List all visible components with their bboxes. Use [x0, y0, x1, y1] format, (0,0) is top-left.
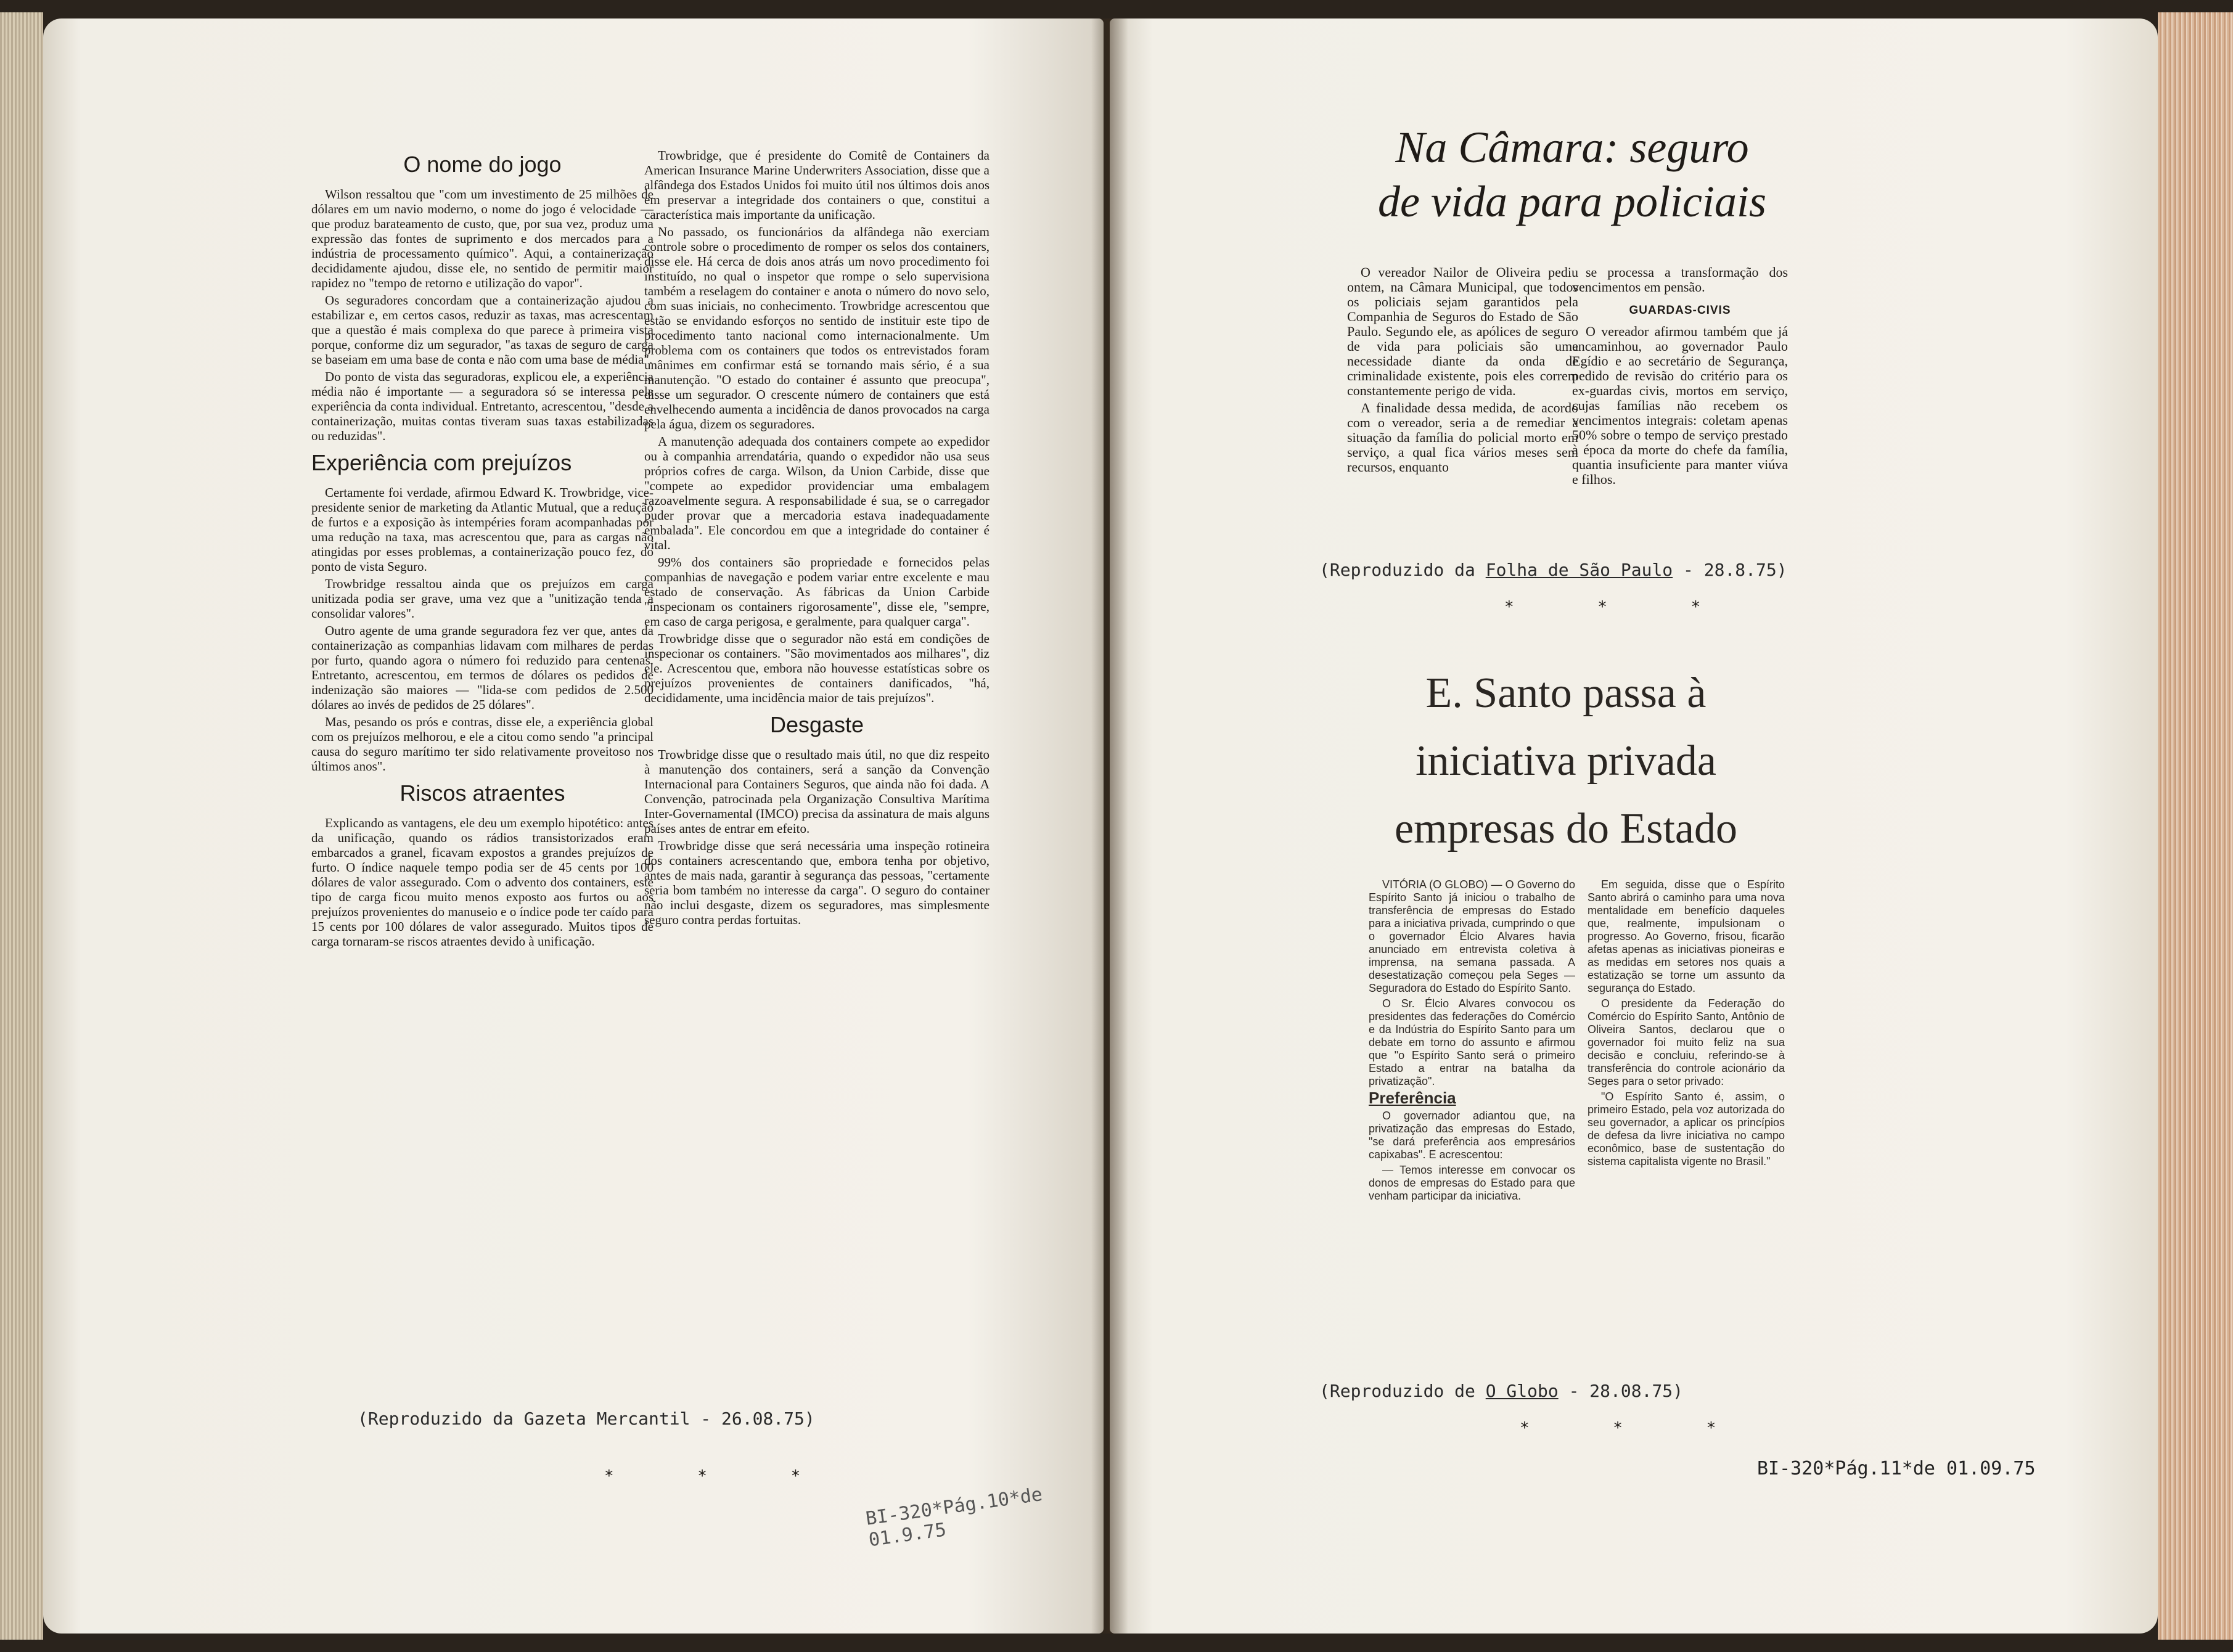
- paragraph: No passado, os funcionários da alfândega não exerciam controle sobre o procedimento de romper os selos dos containers, disse ele. Há cerca de dois anos atrás um novo procedimento foi instituído, no qual o inspetor que rompe o selo supervisiona também a reselagem do container e anota o número do novo selo, com suas iniciais, no conhecimento. Trowbridge acrescentou que estão se envidando esforços no sentido de instituir este tipo de procedimento tanto nacional como internacionalmente. Um problema com os containers que todos os entrevistados foram unânimes em confirmar está se tornando mais sério, é a sua manutenção. "O estado do container é assunto que preocupa", disse um segurador. O crescente número de containers que está envelhecendo aumenta a incidência de danos provocados na carga pela água, dizem os seguradores.: [644, 224, 989, 431]
- headline-line: de vida para policiais: [1378, 177, 1766, 226]
- paragraph: "O Espírito Santo é, assim, o primeiro Estado, pela voz autorizada do seu governador, a aplicar os princípios de defesa da livre iniciativa no campo econômico, base de sustentação do sistema capitalista vigente no Brasil.": [1588, 1090, 1785, 1167]
- left-page-edges: [0, 12, 43, 1640]
- paragraph: Outro agente de uma grande seguradora fez ver que, antes da containerização as companhias lidavam com milhares de perdas por furto, quando agora o número foi reduzido para centenas. Entretanto, acrescentou, em termos de dólares os pedidos de indenização são maiores — "lida-se com pedidos de 2.500 dólares ao invés de pedidos de 25 dólares".: [311, 623, 654, 712]
- book-gutter: [1091, 18, 1128, 1634]
- headline-line: iniciativa privada: [1416, 737, 1716, 785]
- credit-suffix: - 28.8.75): [1673, 560, 1787, 580]
- paragraph: Wilson ressaltou que "com um investimento de 25 milhões de dólares em um navio moderno, o nome do jogo é velocidade — que produz barateamento de custo, que, por sua vez, produz uma expressão das fontes de suprimento e dos mercados para a indústria de processamento químico". Aqui, a containerização decididamente ajudou, disse ele, no sentido de permitir maior rapidez no "tempo de retorno e utilização do vapor".: [311, 187, 654, 290]
- headline-na-camara: [1319, 120, 1825, 229]
- source-credit-globo: [1319, 1381, 1683, 1401]
- subheading-preferencia: Preferência: [1369, 1089, 1456, 1107]
- paragraph: O presidente da Federação do Comércio do Espírito Santo, Antônio de Oliveira Santos, declarou que o governador foi muito feliz na sua decisão e concluiu, referindo-se à transferência do controle acionário da Seges para o setor privado:: [1588, 997, 1785, 1087]
- heading-desgaste: Desgaste: [769, 712, 864, 737]
- credit-suffix: - 28.08.75): [1558, 1381, 1684, 1401]
- headline-line: E. Santo passa à: [1425, 669, 1707, 717]
- paragraph: se processa a transformação dos vencimentos em pensão.: [1572, 264, 1788, 295]
- paragraph: O Sr. Élcio Alvares convocou os presidentes das federações do Comércio e da Indústria do Espírito Santo para um debate em torno do assunto e afirmou que "o Espírito Santo será o primeiro Estado a entrar na batalha da privatização".: [1369, 997, 1575, 1087]
- right-art2-column-2: [1588, 878, 1785, 1171]
- paragraph: 99% dos containers são propriedade e fornecidos pelas companhias de navegação e podem variar entre excelente e mau estado de conservação. As fábricas da Union Carbide "inspecionam os containers rigorosamente", disse ele, "sempre, em caso de carga perigosa, e geralmente, para qualquer carga".: [644, 555, 989, 629]
- paragraph: O governador adiantou que, na privatização das empresas do Estado, "se dará preferência aos empresários capixabas". E acrescentou:: [1369, 1110, 1575, 1161]
- paragraph: Em seguida, disse que o Espírito Santo abrirá o caminho para uma nova mentalidade em benefício daqueles que, realmente, impulsionam o progresso. Ao Governo, frisou, ficarão afetas apenas as iniciativas pioneiras e as medidas em setores nos quais a estatização se torne um assunto da segurança do Estado.: [1588, 878, 1785, 994]
- paragraph: O vereador Nailor de Oliveira pediu ontem, na Câmara Municipal, que todos os policiais sejam garantidos pela Companhia de Seguros do Estado de São Paulo. Segundo ele, as apólices de seguro de vida para policiais são uma necessidade diante da onda de criminalidade existente, pois eles correm constantemente perigo de vida.: [1347, 264, 1578, 398]
- subheading-guardas-civis: GUARDAS-CIVIS: [1629, 304, 1731, 317]
- separator-stars: * * *: [1504, 598, 1738, 616]
- right-art1-column-2: [1572, 265, 1788, 489]
- paragraph: Trowbridge disse que será necessária uma inspeção rotineira dos containers acrescentando que, embora tenha por objetivo, antes de mais nada, garantir à segurança das pessoas, "certamente seria bom também no interesse da carga". O seguro do container não inclui desgaste, dizem os seguradores, mas simplesmente seguro contra perdas fortuitas.: [644, 838, 989, 927]
- headline-e-santo: [1332, 660, 1800, 863]
- separator-stars: * * *: [1520, 1419, 1753, 1437]
- left-page: [43, 18, 1104, 1634]
- paragraph: Trowbridge disse que o resultado mais útil, no que diz respeito à manutenção dos containers, será a sanção da Convenção Internacional para Containers Seguros, que ainda não foi dada. A Convenção, patrocinada pela Organização Consultiva Marítima Inter-Governamental (IMCO) precisa da assinatura de mais alguns países antes de entrar em efeito.: [644, 747, 989, 836]
- headline-line: empresas do Estado: [1395, 805, 1737, 853]
- source-credit-folha: [1319, 560, 1787, 580]
- paragraph: Explicando as vantagens, ele deu um exemplo hipotético: antes da unificação, quando os rádios transistorizados eram embarcados a granel, ficavam expostos a grandes prejuízos de furto. O índice naquele tempo podia ser de 45 cents por 100 dólares de valor assegurado. Com o advento dos containers, este tipo de carga ficou muito menos exposto aos furtos ou aos prejuízos provenientes do manuseio e o índice pode ter caído para 15 cents por 100 dólares de valor assegurado. Muitos tipos de carga tornaram-se riscos atraentes devido à unificação.: [311, 816, 654, 949]
- paragraph: Trowbridge disse que o segurador não está em condições de inspecionar os containers. "São movimentados aos milhares", diz ele. Acrescentou que, embora não houvesse estatísticas sobre os prejuízos provenientes de containers danificados, "há, decididamente, uma incidência maior de tais prejuízos".: [644, 631, 989, 705]
- left-column-2: [644, 148, 989, 930]
- credit-prefix: (Reproduzido de: [1319, 1381, 1486, 1401]
- right-art2-column-1: [1369, 878, 1575, 1205]
- credit-source: O Globo: [1485, 1381, 1559, 1401]
- page-number-10: BI-320*Pág.10*de 01.9.75: [864, 1483, 1044, 1552]
- separator-stars: * * *: [604, 1467, 838, 1486]
- paragraph: Certamente foi verdade, afirmou Edward K. Trowbridge, vice-presidente senior de marketing da Atlantic Mutual, que a redução de furtos e a exposição às intempéries foram acompanhadas por uma redução na taxa, mas acrescentou que, para as cargas não atingidas por esses problemas, a containerização pouco fez, do ponto de vista Seguro.: [311, 485, 654, 574]
- paragraph: Trowbridge ressaltou ainda que os prejuízos em carga unitizada podia ser grave, uma vez que a "unitização tenda a consolidar valores".: [311, 576, 654, 621]
- paragraph: Os seguradores concordam que a containerização ajudou a estabilizar e, em certos casos, reduzir as taxas, mas acrescentam que a questão é mais complexa do que parece à primeira vista porque, conforme diz um segurador, "as taxas de seguro de carga se baseiam em uma base de conta e não com uma base de média".: [311, 293, 654, 367]
- paragraph: A manutenção adequada dos containers compete ao expedidor ou à companhia arrendatária, quando o expedidor não usa seus próprios cofres de carga. Wilson, da Union Carbide, disse que "compete ao expedidor providenciar uma embalagem razoavelmente segura. A responsabilidade é sua, se o carregador puder provar que a mercadoria estava inadequadamente embalada". Ele concordou em que a integridade do container é vital.: [644, 434, 989, 552]
- right-page-edges: [2158, 12, 2233, 1640]
- heading-experiencia-com-prejuizos: Experiência com prejuízos: [311, 450, 572, 475]
- page-number-11: BI-320*Pág.11*de 01.09.75: [1757, 1458, 2036, 1479]
- headline-line: Na Câmara: seguro: [1395, 123, 1749, 172]
- source-credit-gazeta: (Reproduzido da Gazeta Mercantil - 26.08.75): [358, 1409, 815, 1429]
- left-column-1: [311, 145, 654, 951]
- credit-source: Folha de São Paulo: [1485, 560, 1673, 580]
- paragraph: A finalidade dessa medida, de acordo com o vereador, seria a de remediar a situação da família do policial morto em serviço, a qual fica vários meses sem recursos, enquanto: [1347, 400, 1578, 475]
- paragraph: Trowbridge, que é presidente do Comitê de Containers da American Insurance Marine Underwriters Association, disse que a alfândega dos Estados Unidos foi muito útil nos últimos dois anos em preservar a integridade dos containers o que, constitui a característica mais importante da unificação.: [644, 148, 989, 222]
- paragraph: Do ponto de vista das seguradoras, explicou ele, a experiência média não é importante — a seguradora só se interessa pela experiência da conta individual. Entretanto, acrescentou, "desde a containerização, muitas contas tiveram suas taxas estabilizadas ou reduzidas".: [311, 369, 654, 443]
- credit-prefix: (Reproduzido da: [1319, 560, 1486, 580]
- right-art1-column-1: [1347, 265, 1578, 477]
- heading-nome-do-jogo: O nome do jogo: [403, 152, 562, 177]
- paragraph: O vereador afirmou também que já encaminhou, ao governador Paulo Egídio e ao secretário de Segurança, pedido de revisão do critério para os ex-guardas civis, mortos em serviço, cujas famílias não recebem os vencimentos integrais: coletam apenas 50% sobre o tempo de serviço prestado à época da morte do chefe da família, quantia insuficiente para manter viúva e filhos.: [1572, 324, 1788, 487]
- paragraph: Mas, pesando os prós e contras, disse ele, a experiência global com os prejuízos melhorou, e ele a citou como sendo "a principal causa do seguro marítimo ter sido relativamente proveitoso nos últimos anos".: [311, 714, 654, 774]
- heading-riscos-atraentes: Riscos atraentes: [399, 780, 565, 806]
- paragraph: VITÓRIA (O GLOBO) — O Governo do Espírito Santo já iniciou o trabalho de transferência de empresas do Estado para a iniciativa privada, cumprindo o que o governador Élcio Alvares havia anunciado em entrevista coletiva à imprensa, na semana passada. A desestatização começou pela Seges — Seguradora do Estado do Espírito Santo.: [1369, 878, 1575, 994]
- paragraph: — Temos interesse em convocar os donos de empresas do Estado para que venham participar da iniciativa.: [1369, 1164, 1575, 1202]
- right-page: [1110, 18, 2158, 1634]
